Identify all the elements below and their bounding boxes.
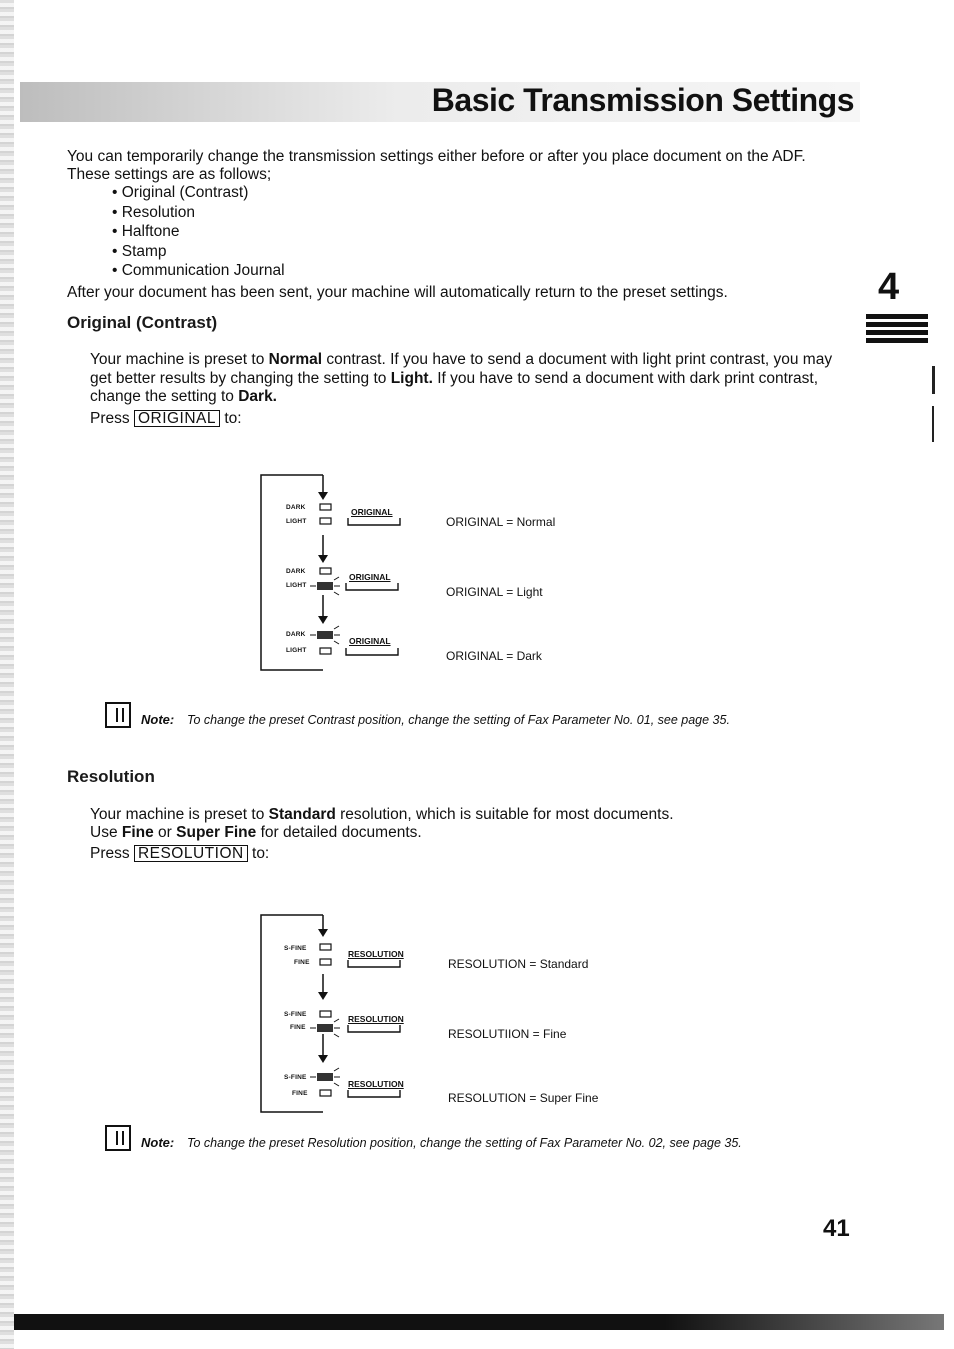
chapter-number: 4 [878,266,900,308]
bottom-bar [14,1314,944,1330]
fine-label: FINE [292,1090,308,1097]
edge-mark [932,406,934,442]
dark-label: DARK [286,504,306,511]
intro-line-2: These settings are as follows; [67,166,272,183]
resolution-key-label: RESOLUTION [348,1014,404,1024]
contrast-press-line: Press ORIGINAL to: [90,410,242,427]
dark-label: DARK [286,568,306,575]
s-fine-label: S-FINE [284,1074,307,1081]
light-label: LIGHT [286,582,307,589]
resolution-key-label: RESOLUTION [348,949,404,959]
original-key-label: ORIGINAL [351,507,393,517]
resolution-heading: Resolution [67,767,155,786]
light-label: LIGHT [286,518,307,525]
contrast-paragraph-3: change the setting to Dark. [90,388,277,405]
s-fine-label: S-FINE [284,1011,307,1018]
state-light: ORIGINAL = Light [446,585,543,599]
contrast-diagram [258,470,618,675]
intro-after: After your document has been sent, your machine will automatically return to the preset settings. [67,284,728,301]
note-icon [105,1125,131,1151]
resolution-paragraph-1: Your machine is preset to Standard resolution, which is suitable for most documents. [90,806,674,823]
light-label: LIGHT [286,647,307,654]
page-title: Basic Transmission Settings [431,82,854,118]
contrast-flow-lines [258,470,618,675]
resolution-flow-lines [258,912,628,1117]
fine-label: FINE [294,959,310,966]
note-text: To change the preset Resolution position, change the setting of Fax Parameter No. 02, see page 35. [187,1136,742,1150]
list-item: • Halftone [112,222,285,242]
resolution-key-label: RESOLUTION [348,1079,404,1089]
state-super-fine: RESOLUTION = Super Fine [448,1091,599,1105]
contrast-paragraph-2: get better results by changing the setting to Light. If you have to send a document with dark print contrast, [90,370,819,387]
dark-label: DARK [286,631,306,638]
state-standard: RESOLUTION = Standard [448,957,589,971]
state-dark: ORIGINAL = Dark [446,649,542,663]
note-label: Note: [141,1135,175,1150]
page-number: 41 [823,1215,850,1242]
list-item: • Original (Contrast) [112,183,285,203]
state-normal: ORIGINAL = Normal [446,515,556,529]
chapter-tab-icon [866,314,928,346]
original-key-label: ORIGINAL [349,636,391,646]
fine-label: FINE [290,1024,306,1031]
resolution-key: RESOLUTION [134,845,248,862]
list-item: • Resolution [112,203,285,223]
list-item: • Communication Journal [112,261,285,281]
list-item: • Stamp [112,242,285,262]
settings-list [112,183,285,281]
contrast-heading: Original (Contrast) [67,313,218,332]
s-fine-label: S-FINE [284,945,307,952]
original-key-label: ORIGINAL [349,572,391,582]
state-fine: RESOLUTIION = Fine [448,1027,567,1041]
note-label: Note: [141,712,175,727]
intro-line-1: You can temporarily change the transmission settings either before or after you place document on the ADF. [67,148,806,165]
resolution-note [105,1125,865,1157]
edge-mark [932,366,935,394]
resolution-press-line: Press RESOLUTION to: [90,845,270,862]
resolution-paragraph-2: Use Fine or Super Fine for detailed documents. [90,824,422,841]
original-key: ORIGINAL [134,410,220,427]
resolution-diagram [258,912,628,1117]
note-text: To change the preset Contrast position, change the setting of Fax Parameter No. 01, see page 35. [187,713,730,727]
scan-edge [0,0,14,1349]
note-icon [105,702,131,728]
contrast-note [105,702,845,734]
contrast-paragraph-1: Your machine is preset to Normal contrast. If you have to send a document with light print contrast, you may [90,351,833,368]
